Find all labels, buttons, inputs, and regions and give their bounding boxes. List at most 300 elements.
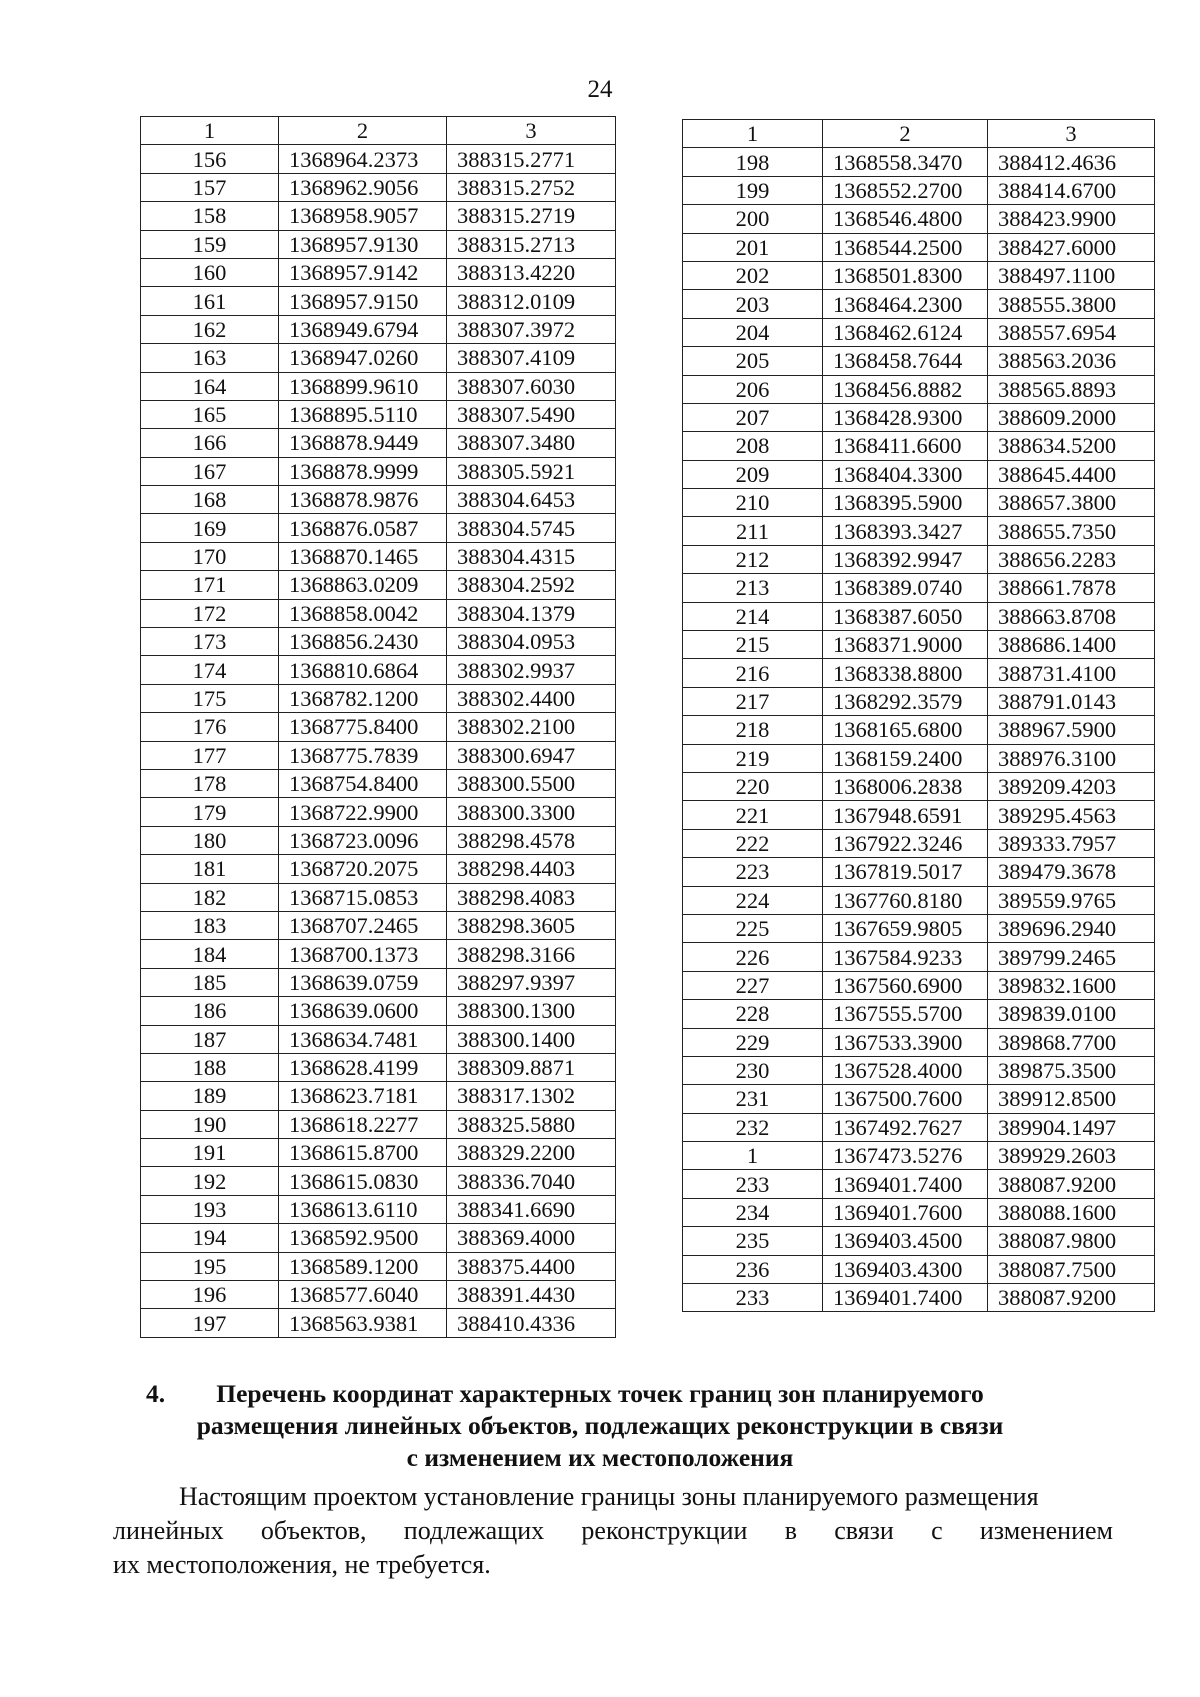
table-row xyxy=(141,628,616,656)
table-row xyxy=(683,176,1155,204)
paragraph-word: подлежащих xyxy=(403,1516,545,1545)
x-coordinate-cell: 1368428.9300 xyxy=(823,403,988,431)
x-coordinate-cell: 1368639.0759 xyxy=(279,968,447,996)
y-coordinate-cell: 388557.6954 xyxy=(988,318,1155,346)
point-number-cell: 157 xyxy=(141,173,279,201)
table-row xyxy=(683,517,1155,545)
point-number-cell: 160 xyxy=(141,258,279,286)
y-coordinate-cell: 388307.6030 xyxy=(447,372,616,400)
table-row xyxy=(683,687,1155,715)
point-number-cell: 231 xyxy=(683,1085,823,1113)
y-coordinate-cell: 388563.2036 xyxy=(988,347,1155,375)
section-title-line: Перечень координат характерных точек границ зон планируемого xyxy=(216,1379,984,1408)
y-coordinate-cell: 388315.2719 xyxy=(447,202,616,230)
point-number-cell: 217 xyxy=(683,687,823,715)
table-row xyxy=(141,599,616,627)
y-coordinate-cell: 388341.6690 xyxy=(447,1195,616,1223)
table-row xyxy=(141,145,616,173)
x-coordinate-cell: 1367500.7600 xyxy=(823,1085,988,1113)
y-coordinate-cell: 389929.2603 xyxy=(988,1142,1155,1170)
table-row xyxy=(683,886,1155,914)
y-coordinate-cell: 389799.2465 xyxy=(988,943,1155,971)
x-coordinate-cell: 1368957.9142 xyxy=(279,258,447,286)
table-row xyxy=(683,602,1155,630)
y-coordinate-cell: 388634.5200 xyxy=(988,432,1155,460)
point-number-cell: 156 xyxy=(141,145,279,173)
paragraph-line: Настоящим проектом установление границы зоны планируемого размещения xyxy=(179,1482,1039,1511)
point-number-cell: 192 xyxy=(141,1167,279,1195)
table-row xyxy=(141,1224,616,1252)
y-coordinate-cell: 388731.4100 xyxy=(988,659,1155,687)
point-number-cell: 214 xyxy=(683,602,823,630)
table-row xyxy=(683,1056,1155,1084)
point-number-cell: 234 xyxy=(683,1198,823,1226)
point-number-cell: 172 xyxy=(141,599,279,627)
point-number-cell: 176 xyxy=(141,713,279,741)
point-number-cell: 177 xyxy=(141,741,279,769)
y-coordinate-cell: 388300.6947 xyxy=(447,741,616,769)
y-coordinate-cell: 388657.3800 xyxy=(988,489,1155,517)
y-coordinate-cell: 389912.8500 xyxy=(988,1085,1155,1113)
x-coordinate-cell: 1368775.7839 xyxy=(279,741,447,769)
y-coordinate-cell: 388302.2100 xyxy=(447,713,616,741)
paragraph-line: их местоположения, не требуется. xyxy=(113,1550,491,1579)
table-row xyxy=(141,1053,616,1081)
point-number-cell: 198 xyxy=(683,148,823,176)
table-row xyxy=(683,261,1155,289)
y-coordinate-cell: 388304.5745 xyxy=(447,514,616,542)
point-number-cell: 1 xyxy=(683,1142,823,1170)
table-row xyxy=(141,514,616,542)
table-row xyxy=(141,571,616,599)
x-coordinate-cell: 1368707.2465 xyxy=(279,911,447,939)
x-coordinate-cell: 1368462.6124 xyxy=(823,318,988,346)
y-coordinate-cell: 388645.4400 xyxy=(988,460,1155,488)
paragraph-word: реконструкции xyxy=(581,1516,748,1545)
table-row xyxy=(683,233,1155,261)
point-number-cell: 224 xyxy=(683,886,823,914)
y-coordinate-cell: 389479.3678 xyxy=(988,858,1155,886)
x-coordinate-cell: 1368501.8300 xyxy=(823,261,988,289)
table-row xyxy=(141,400,616,428)
x-coordinate-cell: 1368634.7481 xyxy=(279,1025,447,1053)
table-row xyxy=(683,971,1155,999)
x-coordinate-cell: 1367533.3900 xyxy=(823,1028,988,1056)
x-coordinate-cell: 1367659.9805 xyxy=(823,914,988,942)
x-coordinate-cell: 1368456.8882 xyxy=(823,375,988,403)
y-coordinate-cell: 388307.4109 xyxy=(447,344,616,372)
point-number-cell: 205 xyxy=(683,347,823,375)
x-coordinate-cell: 1367760.8180 xyxy=(823,886,988,914)
x-coordinate-cell: 1368159.2400 xyxy=(823,744,988,772)
point-number-cell: 179 xyxy=(141,798,279,826)
y-coordinate-cell: 389839.0100 xyxy=(988,1000,1155,1028)
point-number-cell: 235 xyxy=(683,1227,823,1255)
x-coordinate-cell: 1368957.9150 xyxy=(279,287,447,315)
table-row xyxy=(683,1142,1155,1170)
paragraph-line xyxy=(113,1514,1113,1548)
point-number-cell: 175 xyxy=(141,684,279,712)
x-coordinate-cell: 1368395.5900 xyxy=(823,489,988,517)
y-coordinate-cell: 388315.2752 xyxy=(447,173,616,201)
table-row xyxy=(683,347,1155,375)
x-coordinate-cell: 1367819.5017 xyxy=(823,858,988,886)
point-number-cell: 211 xyxy=(683,517,823,545)
x-coordinate-cell: 1368782.1200 xyxy=(279,684,447,712)
x-coordinate-cell: 1368577.6040 xyxy=(279,1281,447,1309)
y-coordinate-cell: 388967.5900 xyxy=(988,716,1155,744)
table-row xyxy=(141,769,616,797)
y-coordinate-cell: 388300.5500 xyxy=(447,769,616,797)
table-row xyxy=(141,940,616,968)
table-row xyxy=(141,855,616,883)
x-coordinate-cell: 1368006.2838 xyxy=(823,772,988,800)
y-coordinate-cell: 388375.4400 xyxy=(447,1252,616,1280)
y-coordinate-cell: 388369.4000 xyxy=(447,1224,616,1252)
table-row xyxy=(683,1284,1155,1312)
point-number-cell: 200 xyxy=(683,205,823,233)
point-number-cell: 164 xyxy=(141,372,279,400)
body-paragraph xyxy=(113,1480,1113,1582)
point-number-cell: 218 xyxy=(683,716,823,744)
x-coordinate-cell: 1368292.3579 xyxy=(823,687,988,715)
y-coordinate-cell: 388298.4083 xyxy=(447,883,616,911)
y-coordinate-cell: 388304.1379 xyxy=(447,599,616,627)
table-row xyxy=(141,826,616,854)
table-row xyxy=(141,1309,616,1337)
y-coordinate-cell: 388307.3480 xyxy=(447,429,616,457)
x-coordinate-cell: 1368775.8400 xyxy=(279,713,447,741)
table-row xyxy=(683,858,1155,886)
table-row xyxy=(683,914,1155,942)
x-coordinate-cell: 1368722.9900 xyxy=(279,798,447,826)
point-number-cell: 181 xyxy=(141,855,279,883)
y-coordinate-cell: 388336.7040 xyxy=(447,1167,616,1195)
y-coordinate-cell: 388300.1400 xyxy=(447,1025,616,1053)
table-row xyxy=(683,148,1155,176)
coordinates-table-left xyxy=(140,116,616,1338)
y-coordinate-cell: 389832.1600 xyxy=(988,971,1155,999)
point-number-cell: 184 xyxy=(141,940,279,968)
table-row xyxy=(683,205,1155,233)
x-coordinate-cell: 1368949.6794 xyxy=(279,315,447,343)
point-number-cell: 212 xyxy=(683,545,823,573)
x-coordinate-cell: 1368810.6864 xyxy=(279,656,447,684)
point-number-cell: 158 xyxy=(141,202,279,230)
point-number-cell: 232 xyxy=(683,1113,823,1141)
point-number-cell: 230 xyxy=(683,1056,823,1084)
x-coordinate-cell: 1368957.9130 xyxy=(279,230,447,258)
y-coordinate-cell: 388686.1400 xyxy=(988,631,1155,659)
table-row xyxy=(141,1025,616,1053)
table-row xyxy=(141,997,616,1025)
paragraph-word: связи xyxy=(834,1516,894,1545)
x-coordinate-cell: 1369401.7600 xyxy=(823,1198,988,1226)
point-number-cell: 233 xyxy=(683,1284,823,1312)
y-coordinate-cell: 388410.4336 xyxy=(447,1309,616,1337)
y-coordinate-cell: 389209.4203 xyxy=(988,772,1155,800)
point-number-cell: 219 xyxy=(683,744,823,772)
column-header: 1 xyxy=(141,117,279,145)
table-row xyxy=(683,1227,1155,1255)
x-coordinate-cell: 1368613.6110 xyxy=(279,1195,447,1223)
y-coordinate-cell: 388298.4403 xyxy=(447,855,616,883)
column-header: 3 xyxy=(447,117,616,145)
table-row xyxy=(141,798,616,826)
table-row xyxy=(141,202,616,230)
x-coordinate-cell: 1368338.8800 xyxy=(823,659,988,687)
y-coordinate-cell: 388655.7350 xyxy=(988,517,1155,545)
table-row xyxy=(141,486,616,514)
x-coordinate-cell: 1368856.2430 xyxy=(279,628,447,656)
y-coordinate-cell: 388315.2713 xyxy=(447,230,616,258)
x-coordinate-cell: 1368371.9000 xyxy=(823,631,988,659)
x-coordinate-cell: 1368458.7644 xyxy=(823,347,988,375)
point-number-cell: 223 xyxy=(683,858,823,886)
x-coordinate-cell: 1368876.0587 xyxy=(279,514,447,542)
table-row xyxy=(141,883,616,911)
point-number-cell: 171 xyxy=(141,571,279,599)
table-row xyxy=(141,656,616,684)
point-number-cell: 190 xyxy=(141,1110,279,1138)
x-coordinate-cell: 1368546.4800 xyxy=(823,205,988,233)
point-number-cell: 186 xyxy=(141,997,279,1025)
y-coordinate-cell: 388307.3972 xyxy=(447,315,616,343)
section-title-line: с изменением их местоположения xyxy=(406,1443,794,1472)
y-coordinate-cell: 388309.8871 xyxy=(447,1053,616,1081)
x-coordinate-cell: 1367560.6900 xyxy=(823,971,988,999)
point-number-cell: 228 xyxy=(683,1000,823,1028)
y-coordinate-cell: 388087.9200 xyxy=(988,1284,1155,1312)
table-row xyxy=(141,287,616,315)
y-coordinate-cell: 388791.0143 xyxy=(988,687,1155,715)
table-row xyxy=(141,684,616,712)
y-coordinate-cell: 388497.1100 xyxy=(988,261,1155,289)
y-coordinate-cell: 388087.7500 xyxy=(988,1255,1155,1283)
table-row xyxy=(683,1255,1155,1283)
y-coordinate-cell: 388661.7878 xyxy=(988,574,1155,602)
paragraph-word: линейных xyxy=(113,1516,224,1545)
section-title-line: размещения линейных объектов, подлежащих реконструкции в связи xyxy=(196,1411,1004,1440)
point-number-cell: 195 xyxy=(141,1252,279,1280)
coordinates-table-right xyxy=(682,119,1155,1312)
y-coordinate-cell: 388300.1300 xyxy=(447,997,616,1025)
x-coordinate-cell: 1368870.1465 xyxy=(279,542,447,570)
y-coordinate-cell: 388297.9397 xyxy=(447,968,616,996)
x-coordinate-cell: 1368592.9500 xyxy=(279,1224,447,1252)
x-coordinate-cell: 1368639.0600 xyxy=(279,997,447,1025)
table-row xyxy=(141,1139,616,1167)
x-coordinate-cell: 1368389.0740 xyxy=(823,574,988,602)
table-row xyxy=(683,744,1155,772)
point-number-cell: 210 xyxy=(683,489,823,517)
point-number-cell: 221 xyxy=(683,801,823,829)
x-coordinate-cell: 1367555.5700 xyxy=(823,1000,988,1028)
y-coordinate-cell: 388609.2000 xyxy=(988,403,1155,431)
point-number-cell: 187 xyxy=(141,1025,279,1053)
table-row xyxy=(683,1028,1155,1056)
table-header-row xyxy=(683,120,1155,148)
y-coordinate-cell: 388555.3800 xyxy=(988,290,1155,318)
y-coordinate-cell: 388304.0953 xyxy=(447,628,616,656)
section-number: 4. xyxy=(146,1379,166,1408)
x-coordinate-cell: 1368618.2277 xyxy=(279,1110,447,1138)
point-number-cell: 166 xyxy=(141,429,279,457)
point-number-cell: 207 xyxy=(683,403,823,431)
column-header: 2 xyxy=(823,120,988,148)
point-number-cell: 213 xyxy=(683,574,823,602)
x-coordinate-cell: 1368895.5110 xyxy=(279,400,447,428)
point-number-cell: 196 xyxy=(141,1281,279,1309)
x-coordinate-cell: 1368715.0853 xyxy=(279,883,447,911)
point-number-cell: 204 xyxy=(683,318,823,346)
y-coordinate-cell: 388427.6000 xyxy=(988,233,1155,261)
table-row xyxy=(683,574,1155,602)
table-row xyxy=(141,1167,616,1195)
point-number-cell: 226 xyxy=(683,943,823,971)
y-coordinate-cell: 388329.2200 xyxy=(447,1139,616,1167)
x-coordinate-cell: 1367584.9233 xyxy=(823,943,988,971)
x-coordinate-cell: 1368964.2373 xyxy=(279,145,447,173)
y-coordinate-cell: 388305.5921 xyxy=(447,457,616,485)
table-row xyxy=(683,1113,1155,1141)
table-row xyxy=(683,290,1155,318)
table-row xyxy=(683,943,1155,971)
x-coordinate-cell: 1369403.4500 xyxy=(823,1227,988,1255)
point-number-cell: 163 xyxy=(141,344,279,372)
y-coordinate-cell: 388304.2592 xyxy=(447,571,616,599)
table-row xyxy=(683,460,1155,488)
point-number-cell: 169 xyxy=(141,514,279,542)
table-row xyxy=(141,1110,616,1138)
point-number-cell: 236 xyxy=(683,1255,823,1283)
point-number-cell: 201 xyxy=(683,233,823,261)
x-coordinate-cell: 1368754.8400 xyxy=(279,769,447,797)
point-number-cell: 197 xyxy=(141,1309,279,1337)
x-coordinate-cell: 1368563.9381 xyxy=(279,1309,447,1337)
y-coordinate-cell: 388300.3300 xyxy=(447,798,616,826)
y-coordinate-cell: 388976.3100 xyxy=(988,744,1155,772)
x-coordinate-cell: 1368700.1373 xyxy=(279,940,447,968)
y-coordinate-cell: 389875.3500 xyxy=(988,1056,1155,1084)
paragraph-word: объектов, xyxy=(260,1516,367,1545)
point-number-cell: 182 xyxy=(141,883,279,911)
y-coordinate-cell: 388312.0109 xyxy=(447,287,616,315)
x-coordinate-cell: 1368723.0096 xyxy=(279,826,447,854)
point-number-cell: 215 xyxy=(683,631,823,659)
x-coordinate-cell: 1368878.9999 xyxy=(279,457,447,485)
point-number-cell: 168 xyxy=(141,486,279,514)
y-coordinate-cell: 388412.4636 xyxy=(988,148,1155,176)
x-coordinate-cell: 1368858.0042 xyxy=(279,599,447,627)
table-row xyxy=(141,1252,616,1280)
table-row xyxy=(141,173,616,201)
point-number-cell: 183 xyxy=(141,911,279,939)
point-number-cell: 161 xyxy=(141,287,279,315)
x-coordinate-cell: 1369401.7400 xyxy=(823,1170,988,1198)
x-coordinate-cell: 1368387.6050 xyxy=(823,602,988,630)
y-coordinate-cell: 388302.9937 xyxy=(447,656,616,684)
y-coordinate-cell: 388087.9200 xyxy=(988,1170,1155,1198)
point-number-cell: 180 xyxy=(141,826,279,854)
column-header: 1 xyxy=(683,120,823,148)
paragraph-word: изменением xyxy=(979,1516,1113,1545)
y-coordinate-cell: 388298.3605 xyxy=(447,911,616,939)
x-coordinate-cell: 1368863.0209 xyxy=(279,571,447,599)
table-row xyxy=(683,1170,1155,1198)
y-coordinate-cell: 389696.2940 xyxy=(988,914,1155,942)
table-row xyxy=(141,457,616,485)
point-number-cell: 162 xyxy=(141,315,279,343)
table-row xyxy=(141,968,616,996)
x-coordinate-cell: 1368878.9876 xyxy=(279,486,447,514)
x-coordinate-cell: 1368623.7181 xyxy=(279,1082,447,1110)
table-row xyxy=(141,1082,616,1110)
table-row xyxy=(683,375,1155,403)
column-header: 2 xyxy=(279,117,447,145)
point-number-cell: 173 xyxy=(141,628,279,656)
x-coordinate-cell: 1368947.0260 xyxy=(279,344,447,372)
table-row xyxy=(683,659,1155,687)
table-row xyxy=(683,545,1155,573)
point-number-cell: 229 xyxy=(683,1028,823,1056)
table-row xyxy=(141,741,616,769)
point-number-cell: 174 xyxy=(141,656,279,684)
x-coordinate-cell: 1368958.9057 xyxy=(279,202,447,230)
page-number: 24 xyxy=(587,76,613,103)
table-row xyxy=(141,258,616,286)
table-row xyxy=(141,1195,616,1223)
x-coordinate-cell: 1368392.9947 xyxy=(823,545,988,573)
point-number-cell: 189 xyxy=(141,1082,279,1110)
y-coordinate-cell: 388391.4430 xyxy=(447,1281,616,1309)
point-number-cell: 206 xyxy=(683,375,823,403)
table-row xyxy=(683,1000,1155,1028)
x-coordinate-cell: 1369403.4300 xyxy=(823,1255,988,1283)
x-coordinate-cell: 1368464.2300 xyxy=(823,290,988,318)
x-coordinate-cell: 1367492.7627 xyxy=(823,1113,988,1141)
x-coordinate-cell: 1367473.5276 xyxy=(823,1142,988,1170)
y-coordinate-cell: 388315.2771 xyxy=(447,145,616,173)
paragraph-word: с xyxy=(931,1516,943,1545)
x-coordinate-cell: 1369401.7400 xyxy=(823,1284,988,1312)
table-row xyxy=(141,230,616,258)
point-number-cell: 225 xyxy=(683,914,823,942)
table-row xyxy=(683,631,1155,659)
y-coordinate-cell: 388656.2283 xyxy=(988,545,1155,573)
point-number-cell: 227 xyxy=(683,971,823,999)
table-row xyxy=(683,829,1155,857)
point-number-cell: 191 xyxy=(141,1139,279,1167)
y-coordinate-cell: 388087.9800 xyxy=(988,1227,1155,1255)
table-row xyxy=(141,713,616,741)
x-coordinate-cell: 1368589.1200 xyxy=(279,1252,447,1280)
y-coordinate-cell: 388304.6453 xyxy=(447,486,616,514)
y-coordinate-cell: 388414.6700 xyxy=(988,176,1155,204)
table-row xyxy=(683,772,1155,800)
point-number-cell: 216 xyxy=(683,659,823,687)
table-row xyxy=(141,911,616,939)
table-row xyxy=(141,372,616,400)
y-coordinate-cell: 388317.1302 xyxy=(447,1082,616,1110)
x-coordinate-cell: 1368558.3470 xyxy=(823,148,988,176)
x-coordinate-cell: 1368615.0830 xyxy=(279,1167,447,1195)
point-number-cell: 185 xyxy=(141,968,279,996)
y-coordinate-cell: 388304.4315 xyxy=(447,542,616,570)
table-row xyxy=(683,318,1155,346)
y-coordinate-cell: 388088.1600 xyxy=(988,1198,1155,1226)
table-header-row xyxy=(141,117,616,145)
